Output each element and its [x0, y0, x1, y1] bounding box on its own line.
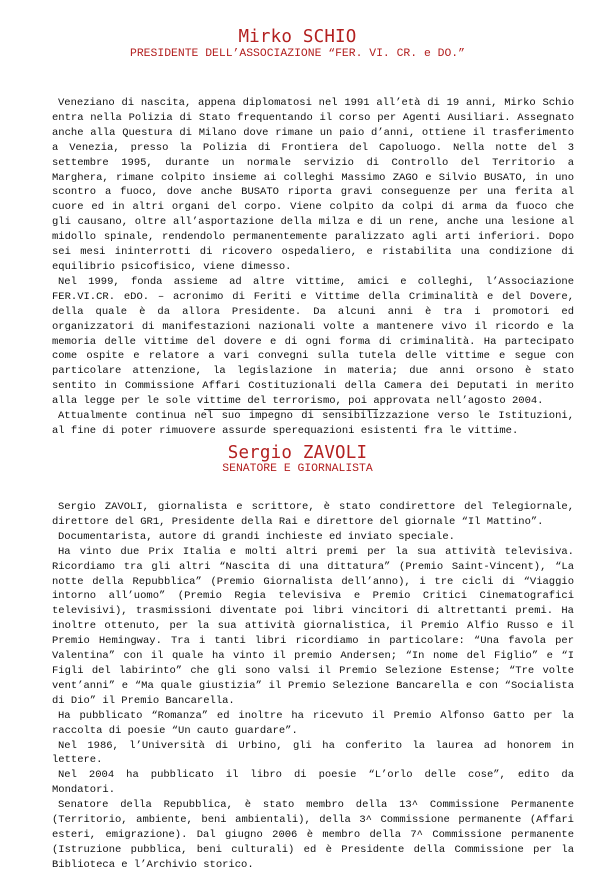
biography-paragraph: Nel 1999, fonda assieme ad altre vittime, amici e colleghi, l’Associazione FER.VI.CR. eDO. – acronimo di Feriti e Vittime della Criminalità e del Dovere, della quale è da allora Presidente. Da alcuni anni è tra i promotori ed organizzatori di manifestazioni nazionali volte a mantenere vivo il ricordo e la memoria delle vittime del dovere e di ogni forma di criminalità. Ha partecipato come ospite e relatore a vari convegni sulla tutela delle vittime e segue con particolare attenzione, la legislazione in materia; due anni orsono è stato sentito in Commissione Affari Costituzionali della Camera dei Deputati in merito alla legge per le sole vittime del terrorismo, poi approvata nell’agosto 2004. [52, 275, 574, 408]
person-role-subheading: PRESIDENTE DELL’ASSOCIAZIONE “FER. VI. CR. e DO.” [130, 48, 465, 60]
biography-paragraph: Attualmente continua nel suo impegno di sensibilizzazione verso le Istituzioni, al fine di poter rimuovere assurde sperequazioni esistenti fra le vittime. [52, 410, 574, 437]
biography-paragraph: Ha vinto due Prix Italia e molti altri premi per la sua attività televisiva. Ricordiamo tra gli altri “Nascita di una dittatura” (Premio Saint-Vincent), “La notte della Repubblica” (Premio Giornalista dell’anno), i tre cicli di “Viaggio intorno all’uomo” (Premio Regia televisiva e Premio Critici Cinematografici televisivi), trasmissioni diventate poi libri vincitori di altrettanti premi. Ha inoltre ottenuto, per la sua attività giornalistica, il Premio Alfio Russo e il Premio Hemingway. Tra i tanti libri ricordiamo in particolare: “Una favola per Valentina” con il quale ha vinto il premio Andersen; “In nome del Figlio” e “I Figli del labirinto” che gli sono valsi il Premio Selezione Estense; “Tre volte vent’anni” e “Ma quale giustizia” il Premio Selezione Bancarella e con “Socialista di Dio” il Premio Bancarella. [52, 545, 574, 707]
biography-paragraph: Nel 1986, l’Università di Urbino, gli ha conferito la laurea ad honorem in lettere. [52, 739, 574, 767]
biography-paragraph: Documentarista, autore di grandi inchieste ed inviato speciale. [58, 530, 455, 543]
person-role-subheading: SENATORE E GIORNALISTA [222, 463, 373, 475]
biography-paragraph: Senatore della Repubblica, è stato membro della 13^ Commissione Permanente (Territorio, ambiente, beni ambientali), della 3^ Commissione permanente (Affari esteri, emigrazione). Dal giugno 2006 è membro della 7^ Commissione permanente (Istruzione pubblica, beni culturali) ed è Presidente della Commissione per la Biblioteca e l’Archivio storico. [52, 799, 574, 871]
person-name-heading: Sergio ZAVOLI [227, 443, 368, 463]
biography-text [52, 96, 574, 439]
biography-paragraph: Ha pubblicato “Romanza” ed inoltre ha ricevuto il Premio Alfonso Gatto per la raccolta di poesie “Un cauto guardare”. [52, 709, 574, 737]
biography-paragraph: Sergio ZAVOLI, giornalista e scrittore, è stato condirettore del Telegiornale, direttore del GR1, Presidente della Rai e direttore del giornale “Il Mattino”. [52, 501, 574, 528]
biography-paragraph: Nel 2004 ha pubblicato il libro di poesie “L’orlo delle cose”, edito da Mondatori. [52, 769, 574, 797]
section-divider [204, 409, 378, 410]
biography-text [52, 500, 574, 873]
biography-paragraph: Veneziano di nascita, appena diplomatosi nel 1991 all’età di 19 anni, Mirko Schio entra nella Polizia di Stato frequentando il corso per Agenti Ausiliari. Assegnato anche alla Questura di Milano dove rimane un paio d’anni, ottiene il trasferimento a Venezia, presso la Polizia di Frontiera del Capoluogo. Nella notte del 3 settembre 1995, durante un normale servizio di Controllo del Territorio a Marghera, rimane colpito insieme ai colleghi Massimo ZAGO e Silvio BUSATO, in uno scontro a fuoco, dove anche BUSATO riporta gravi conseguenze per una ferita al cuore ed in altri organi del corpo. Viene colpito da colpi di arma da fuoco che gli causano, oltre all’asportazione della milza e di un rene, anche una lesione al midollo spinale, rendendolo permanentemente paralizzato agli arti inferiori. Dopo sei mesi ininterrotti di ricovero ospedaliero, e ristabilita una condizione di equilibrio psicofisico, viene dimesso. [52, 97, 574, 273]
person-name-heading: Mirko SCHIO [238, 27, 357, 47]
